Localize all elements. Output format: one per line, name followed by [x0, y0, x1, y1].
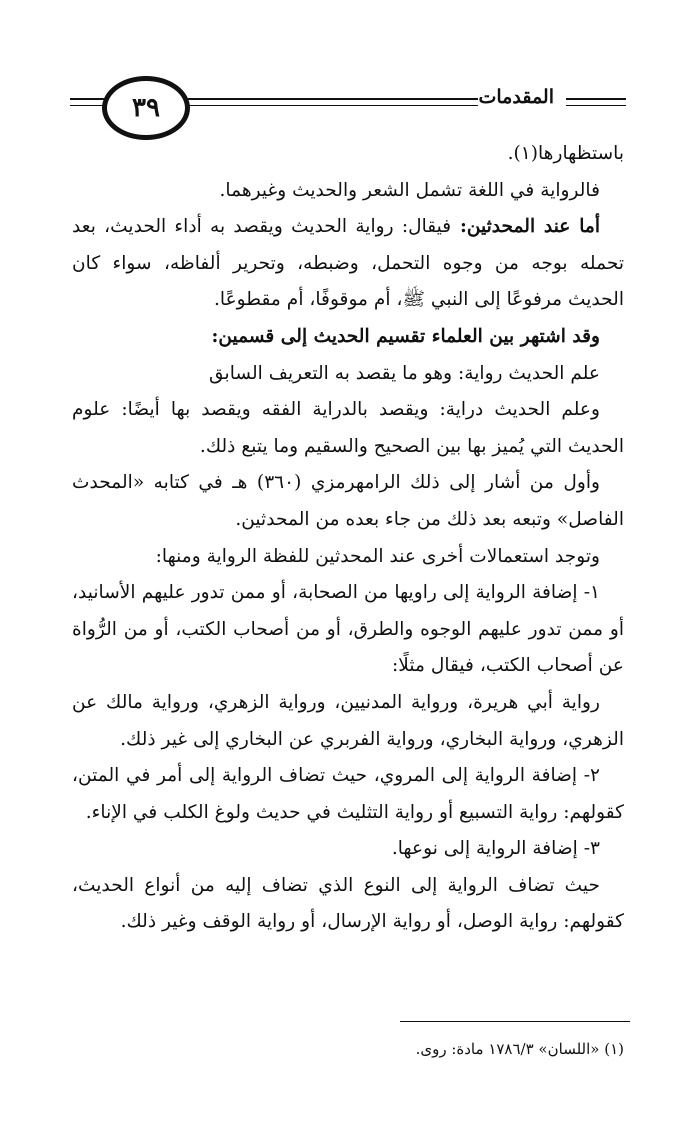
- body-text: [72, 136, 624, 941]
- paragraph-8: [72, 539, 624, 576]
- paragraph-10-text: رواية أبي هريرة، ورواية المدنيين، ورواية الزهري، ورواية مالك عن الزهري، ورواية البخاري، ورواية الفربري عن البخاري إلى غير ذلك.: [72, 691, 624, 750]
- footnote: (١) «اللسان» ١٧٨٦/٣ مادة: روى.: [415, 1040, 624, 1058]
- paragraph-13-text: حيث تضاف الرواية إلى النوع الذي تضاف إليه من أنواع الحديث، كقولهم: رواية الوصل، أو رواية الإرسال، أو رواية الوقف وغير ذلك.: [72, 874, 624, 933]
- paragraph-3-text: فيقال: رواية الحديث ويقصد به أداء الحديث، بعد تحمله بوجه من وجوه التحمل، وضبطه، وتحرير ألفاظه، سواء كان الحديث مرفوعًا إلى النبي ﷺ، أم موقوفًا، أم مقطوعًا.: [72, 216, 624, 311]
- paragraph-3: [72, 209, 624, 319]
- paragraph-4: [72, 319, 624, 356]
- paragraph-4-text: وقد اشتهر بين العلماء تقسيم الحديث إلى قسمين:: [211, 325, 600, 347]
- header-rule-middle: [188, 98, 478, 100]
- paragraph-12-text: ٣- إضافة الرواية إلى نوعها.: [391, 838, 600, 860]
- running-title: المقدمات: [478, 86, 554, 108]
- page-header: [70, 68, 626, 128]
- paragraph-2: [72, 173, 624, 210]
- paragraph-1-text: باستظهارها(١).: [507, 143, 624, 164]
- paragraph-6-text: وعلم الحديث دراية: ويقصد بالدراية الفقه ويقصد بها أيضًا: علوم الحديث التي يُميز بها بين الصحيح والسقيم وما يتبع ذلك.: [72, 399, 624, 457]
- page-number: ٣٩: [102, 76, 190, 140]
- paragraph-10: [72, 685, 624, 758]
- paragraph-2-text: فالرواية في اللغة تشمل الشعر والحديث وغيرهما.: [219, 179, 600, 201]
- paragraph-11: [72, 758, 624, 831]
- paragraph-5-text: علم الحديث رواية: وهو ما يقصد به التعريف السابق: [209, 362, 600, 384]
- paragraph-1: [72, 136, 624, 173]
- footnote-separator: [400, 1021, 630, 1022]
- paragraph-13: [72, 868, 624, 941]
- header-rule-right: [566, 98, 626, 100]
- paragraph-5: [72, 356, 624, 393]
- paragraph-8-text: وتوجد استعمالات أخرى عند المحدثين للفظة الرواية ومنها:: [155, 545, 600, 567]
- header-rule-right-thin: [566, 105, 626, 106]
- paragraph-7: [72, 465, 624, 538]
- header-rule-middle-thin: [188, 105, 478, 106]
- paragraph-9: [72, 575, 624, 685]
- paragraph-12: [72, 831, 624, 868]
- paragraph-3-lead: أما عند المحدثين:: [451, 216, 600, 238]
- paragraph-9-text: ١- إضافة الرواية إلى راويها من الصحابة، أو ممن تدور عليهم الأسانيد، أو ممن تدور عليهم الوجوه والطرق، أو من أصحاب الكتب، أو من الرُّواة عن أصحاب الكتب، فيقال مثلًا:: [72, 582, 624, 677]
- paragraph-11-text: ٢- إضافة الرواية إلى المروي، حيث تضاف الرواية إلى أمر في المتن، كقولهم: رواية التسبيع أو رواية التثليث في حديث ولوغ الكلب في الإناء.: [72, 765, 624, 823]
- paragraph-6: [72, 392, 624, 465]
- paragraph-7-text: وأول من أشار إلى ذلك الرامهرمزي (٣٦٠) هـ في كتابه «المحدث الفاصل» وتبعه بعد ذلك من جاء بعده من المحدثين.: [72, 472, 624, 530]
